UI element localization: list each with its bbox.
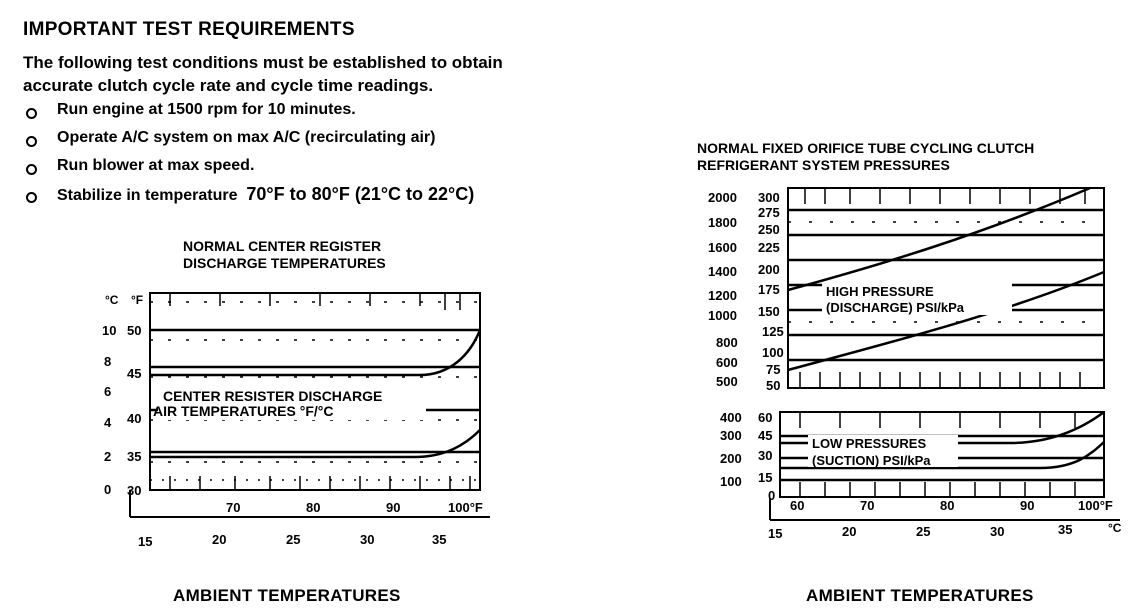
celsius-unit: °C <box>105 293 119 307</box>
c-tick: 0 <box>104 482 112 497</box>
bullet-icon <box>26 108 37 119</box>
bullet-icon <box>26 192 37 203</box>
x-c-label: 15 <box>768 526 783 541</box>
list-item: Operate A/C system on max A/C (recirculating air) <box>23 127 474 155</box>
kpa-tick-low: 100 <box>720 474 742 489</box>
psi-tick: 275 <box>758 205 780 220</box>
left-chart-title: NORMAL CENTER REGISTER DISCHARGE TEMPERATURES <box>183 238 386 271</box>
psi-tick: 100 <box>762 345 784 360</box>
intro-text <box>23 51 503 97</box>
psi-tick: 200 <box>758 262 780 277</box>
c-tick: 2 <box>104 449 112 464</box>
kpa-tick: 2000 <box>708 190 737 205</box>
x-c-label: 20 <box>842 524 857 539</box>
temperature-range: 70°F to 80°F (21°C to 22°C) <box>246 184 475 204</box>
kpa-tick: 1800 <box>708 215 737 230</box>
list-item: Stabilize in temperature 70°F to 80°F (21°C to 22°C) <box>23 183 474 211</box>
right-chart <box>680 180 1136 550</box>
left-series-label-1: CENTER RESISTER DISCHARGE <box>163 388 383 404</box>
c-tick: 8 <box>104 354 112 369</box>
psi-tick-low: 60 <box>758 410 773 425</box>
psi-tick: 175 <box>758 282 780 297</box>
right-chart-title: NORMAL FIXED ORIFICE TUBE CYCLING CLUTCH REFRIGERANT SYSTEM PRESSURES <box>697 140 1035 173</box>
kpa-tick-low: 400 <box>720 410 742 425</box>
x-c-label: 25 <box>916 524 931 539</box>
x-f-label: 90 <box>386 500 401 515</box>
kpa-tick: 800 <box>716 335 738 350</box>
x-c-label: 30 <box>990 524 1005 539</box>
low-pressure-label-2: (SUCTION) PSI/kPa <box>812 453 931 468</box>
x-f-label: 70 <box>226 500 241 515</box>
high-pressure-label-1: HIGH PRESSURE <box>826 284 934 299</box>
psi-tick: 225 <box>758 240 780 255</box>
x-c-label: 15 <box>138 534 153 549</box>
c-tick: 6 <box>104 384 112 399</box>
f-tick: 40 <box>127 411 142 426</box>
x-f-label: 60 <box>790 498 805 513</box>
x-c-label: 25 <box>286 532 301 547</box>
x-c-label: 20 <box>212 532 227 547</box>
kpa-tick: 1000 <box>708 308 737 323</box>
f-tick: 50 <box>127 323 142 338</box>
psi-tick: 125 <box>762 324 784 339</box>
fahrenheit-unit: °F <box>131 293 144 307</box>
kpa-tick: 1400 <box>708 264 737 279</box>
x-f-label: 70 <box>860 498 875 513</box>
intro-line-2: accurate clutch cycle rate and cycle time readings. <box>23 76 434 95</box>
kpa-tick-low: 300 <box>720 428 742 443</box>
bullet-icon <box>26 136 37 147</box>
x-c-label: 30 <box>360 532 375 547</box>
kpa-tick: 1600 <box>708 240 737 255</box>
psi-tick-low: 45 <box>758 428 773 443</box>
psi-tick: 50 <box>766 378 781 393</box>
x-f-label: 100°F <box>448 500 483 515</box>
kpa-tick-low: 200 <box>720 451 742 466</box>
psi-tick: 250 <box>758 222 780 237</box>
right-celsius-unit: °C <box>1108 521 1122 535</box>
low-pressure-label-1: LOW PRESSURES <box>812 436 927 451</box>
x-f-label: 90 <box>1020 498 1035 513</box>
right-footer: AMBIENT TEMPERATURES <box>806 586 1034 605</box>
x-c-label: 35 <box>1058 522 1073 537</box>
kpa-tick: 600 <box>716 355 738 370</box>
f-tick: 30 <box>127 483 142 498</box>
kpa-tick: 500 <box>716 374 738 389</box>
page-title: IMPORTANT TEST REQUIREMENTS <box>23 19 355 40</box>
high-pressure-label-2: (DISCHARGE) PSI/kPa <box>826 300 964 315</box>
list-item: Run engine at 1500 rpm for 10 minutes. <box>23 99 474 127</box>
left-chart <box>0 280 520 550</box>
list-item: Run blower at max speed. <box>23 155 474 183</box>
psi-tick-low: 15 <box>758 470 773 485</box>
x-f-label: 100°F <box>1078 498 1113 513</box>
psi-tick-low: 30 <box>758 448 773 463</box>
f-tick: 45 <box>127 366 142 381</box>
f-tick: 35 <box>127 449 142 464</box>
psi-tick: 75 <box>766 362 781 377</box>
intro-line-1: The following test conditions must be established to obtain <box>23 53 503 72</box>
left-series-label-2: AIR TEMPERATURES °F/°C <box>153 403 334 419</box>
psi-tick: 150 <box>758 304 780 319</box>
bullet-icon <box>26 164 37 175</box>
psi-tick-low: 0 <box>768 488 776 503</box>
psi-tick: 300 <box>758 190 780 205</box>
kpa-tick: 1200 <box>708 288 737 303</box>
x-c-label: 35 <box>432 532 447 547</box>
requirements-list <box>23 99 474 211</box>
c-tick: 10 <box>102 323 117 338</box>
x-f-label: 80 <box>940 498 955 513</box>
x-f-label: 80 <box>306 500 321 515</box>
left-footer: AMBIENT TEMPERATURES <box>173 586 401 605</box>
c-tick: 4 <box>104 415 112 430</box>
